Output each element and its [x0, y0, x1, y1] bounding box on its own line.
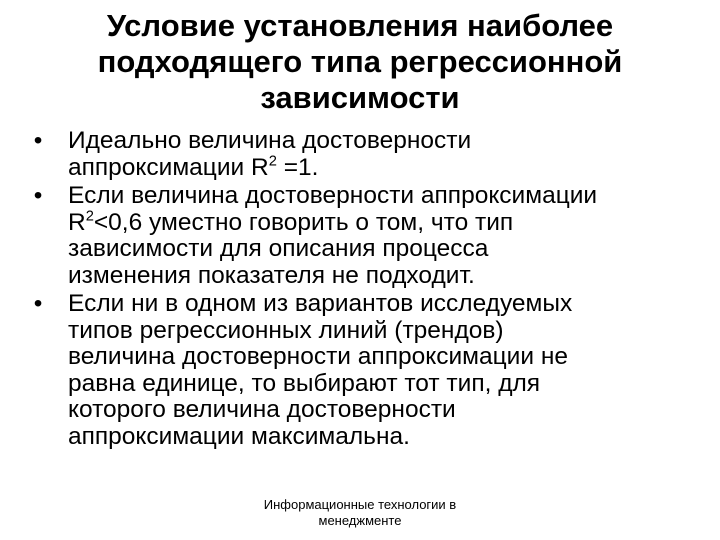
- bullet-marker: •: [33, 290, 43, 317]
- bullet-item: [28, 128, 698, 181]
- bullet-line: которого величина достоверности: [68, 396, 456, 423]
- footer-line: менеджменте: [318, 513, 402, 528]
- bullet-line: Идеально величина достоверности: [68, 127, 472, 154]
- bullet-line: зависимости для описания процесса: [68, 235, 489, 262]
- bullet-line: [68, 152, 698, 182]
- bullet-list: [28, 128, 698, 452]
- bullet-line: [68, 207, 698, 237]
- bullet-marker: •: [33, 127, 43, 154]
- bullet-text: [68, 128, 698, 181]
- bullet-line: Если величина достоверности аппроксимации: [68, 182, 598, 209]
- bullet-line: равна единице, то выбирают тот тип, для: [68, 369, 541, 397]
- bullet-marker: •: [33, 182, 43, 209]
- title-line: зависимости: [260, 80, 460, 115]
- slide-footer: [200, 497, 520, 529]
- superscript: 2: [85, 207, 94, 224]
- bullet-line: величина достоверности аппроксимации не: [68, 343, 568, 370]
- bullet-item: [28, 291, 698, 450]
- inequality-tail: <0,6 уместно говорить о том, что тип: [93, 208, 514, 236]
- bullet-line: изменения показателя не подходит.: [68, 261, 475, 289]
- bullet-text: [68, 291, 698, 450]
- title-line: подходящего типа регрессионной: [97, 44, 623, 79]
- bullet-line: аппроксимации максимальна.: [68, 422, 410, 450]
- footer-line: Информационные технологии в: [263, 497, 457, 512]
- superscript: 2: [268, 152, 277, 169]
- slide-title: [40, 8, 680, 116]
- r-symbol: R: [68, 208, 86, 236]
- bullet-line: типов регрессионных линий (трендов): [68, 316, 504, 344]
- equation-tail: =1.: [276, 153, 319, 181]
- bullet-line: Если ни в одном из вариантов исследуемых: [68, 290, 573, 317]
- bullet-text: [68, 183, 698, 289]
- title-line: Условие установления наиболее: [106, 8, 614, 43]
- bullet-item: [28, 183, 698, 289]
- r-symbol: аппроксимации R: [68, 153, 269, 181]
